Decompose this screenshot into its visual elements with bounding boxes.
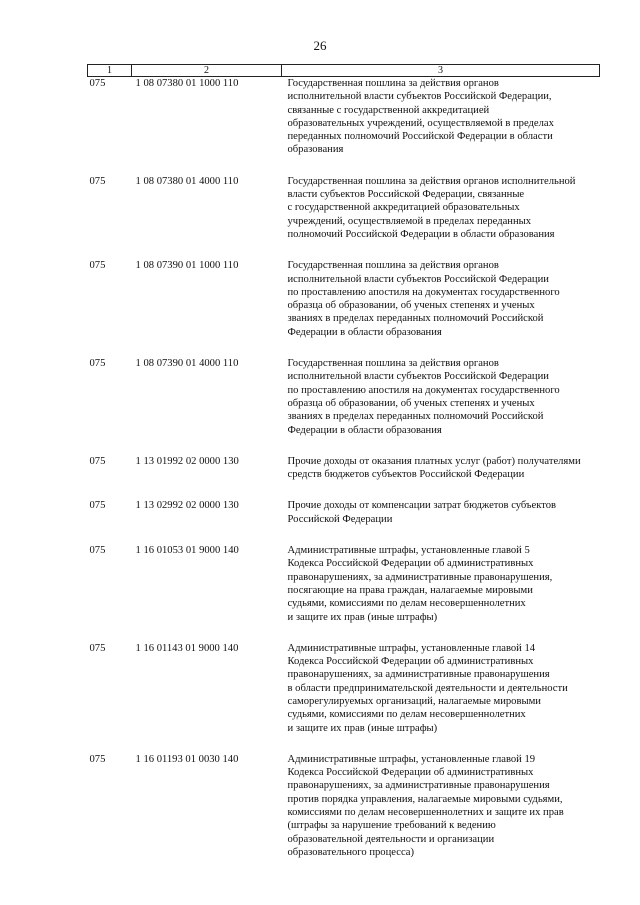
admin-code-cell: 075	[89, 260, 106, 272]
admin-code-cell: 075	[89, 175, 106, 187]
description-cell	[282, 175, 600, 259]
page-number: 26	[313, 38, 327, 53]
description-text: Административные штрафы, установленные главой 19 Кодекса Российской Федерации об административных правонарушениях, за административные правонарушения против порядка управления, налагаемые мировыми судьями, комиссиями по делам несовершеннолетних и защите их прав (штрафы за нарушение требований к ведению образовательной деятельности и организации образовательного процесса)	[287, 753, 564, 858]
revenue-code-cell: 1 16 01143 01 9000 140	[135, 642, 239, 654]
table-header	[88, 65, 600, 77]
table-row	[88, 455, 600, 500]
revenue-code-cell: 1 16 01053 01 9000 140	[135, 545, 239, 557]
table-row	[88, 357, 600, 455]
description-text: Прочие доходы от оказания платных услуг (работ) получателями средств бюджетов субъектов Российской Федерации	[287, 455, 581, 481]
description-text: Государственная пошлина за действия органов исполнительной власти субъектов Российской Федерации, связанные с государственной аккредитацией образовательных учреждений, осуществляемой в пределах переданных полномочий Российской Федерации в области образования	[287, 175, 576, 240]
description-text: Государственная пошлина за действия органов исполнительной власти субъектов Российской Федерации, связанные с государственной аккредитацией образовательных учреждений, осуществляемой в пределах переданных полномочий Российской Федерации в области образования	[287, 78, 554, 156]
table-row	[88, 753, 600, 877]
table-row	[88, 259, 600, 357]
column-header-1: 1	[88, 65, 132, 77]
description-cell	[282, 259, 600, 357]
column-header-2: 2	[132, 65, 282, 77]
column-header-3: 3	[282, 65, 600, 77]
description-cell	[282, 455, 600, 500]
description-text: Государственная пошлина за действия органов исполнительной власти субъектов Российской Федерации по проставлению апостиля на документах государственного образца об образовании, об ученых степенях и ученых званиях в пределах переданных полномочий Российской Федерации в области образования	[287, 260, 560, 338]
description-text: Административные штрафы, установленные главой 5 Кодекса Российской Федерации об административных правонарушениях, за административные правонарушения, посягающие на права граждан, налагаемые мировыми судьями, комиссиями по делам несовершеннолетних и защите их прав (иные штрафы)	[287, 545, 553, 623]
description-text: Прочие доходы от компенсации затрат бюджетов субъектов Российской Федерации	[287, 500, 557, 525]
revenue-code-cell: 1 08 07390 01 1000 110	[135, 260, 239, 272]
revenue-code-cell: 1 08 07390 01 4000 110	[135, 358, 239, 370]
revenue-code-cell: 1 13 02992 02 0000 130	[135, 500, 239, 512]
table-body	[88, 77, 600, 878]
description-cell	[282, 642, 600, 753]
description-cell	[282, 753, 600, 877]
table-header-row	[88, 65, 600, 77]
table-row	[88, 77, 600, 175]
revenue-code-cell: 1 13 01992 02 0000 130	[135, 455, 239, 467]
description-text: Государственная пошлина за действия органов исполнительной власти субъектов Российской Федерации по проставлению апостиля на документах государственного образца об образовании, об ученых степенях и ученых званиях в пределах переданных полномочий Российской Федерации в области образования	[287, 358, 560, 436]
revenue-code-cell: 1 16 01193 01 0030 140	[135, 753, 239, 765]
revenue-code-cell: 1 08 07380 01 1000 110	[135, 78, 239, 89]
revenue-code-cell: 1 08 07380 01 4000 110	[135, 175, 239, 187]
table-row	[88, 499, 600, 544]
description-cell	[282, 544, 600, 642]
description-text: Административные штрафы, установленные главой 14 Кодекса Российской Федерации об административных правонарушениях, за административные правонарушения в области предпринимательской деятельности и деятельности саморегулируемых организаций, налагаемые мировыми судьями, комиссиями по делам несовершеннолетних и защите их прав (иные штрафы)	[287, 642, 568, 734]
description-cell	[282, 357, 600, 455]
revenue-codes-table	[87, 64, 600, 877]
admin-code-cell: 075	[89, 545, 106, 557]
table-row	[88, 544, 600, 642]
admin-code-cell: 075	[89, 642, 106, 654]
admin-code-cell: 075	[89, 753, 106, 765]
description-cell	[282, 77, 600, 175]
table-row	[88, 642, 600, 753]
admin-code-cell: 075	[89, 500, 106, 512]
admin-code-cell: 075	[89, 78, 106, 89]
admin-code-cell: 075	[89, 358, 106, 370]
admin-code-cell: 075	[89, 455, 106, 467]
table-row	[88, 175, 600, 259]
description-cell	[282, 499, 600, 544]
